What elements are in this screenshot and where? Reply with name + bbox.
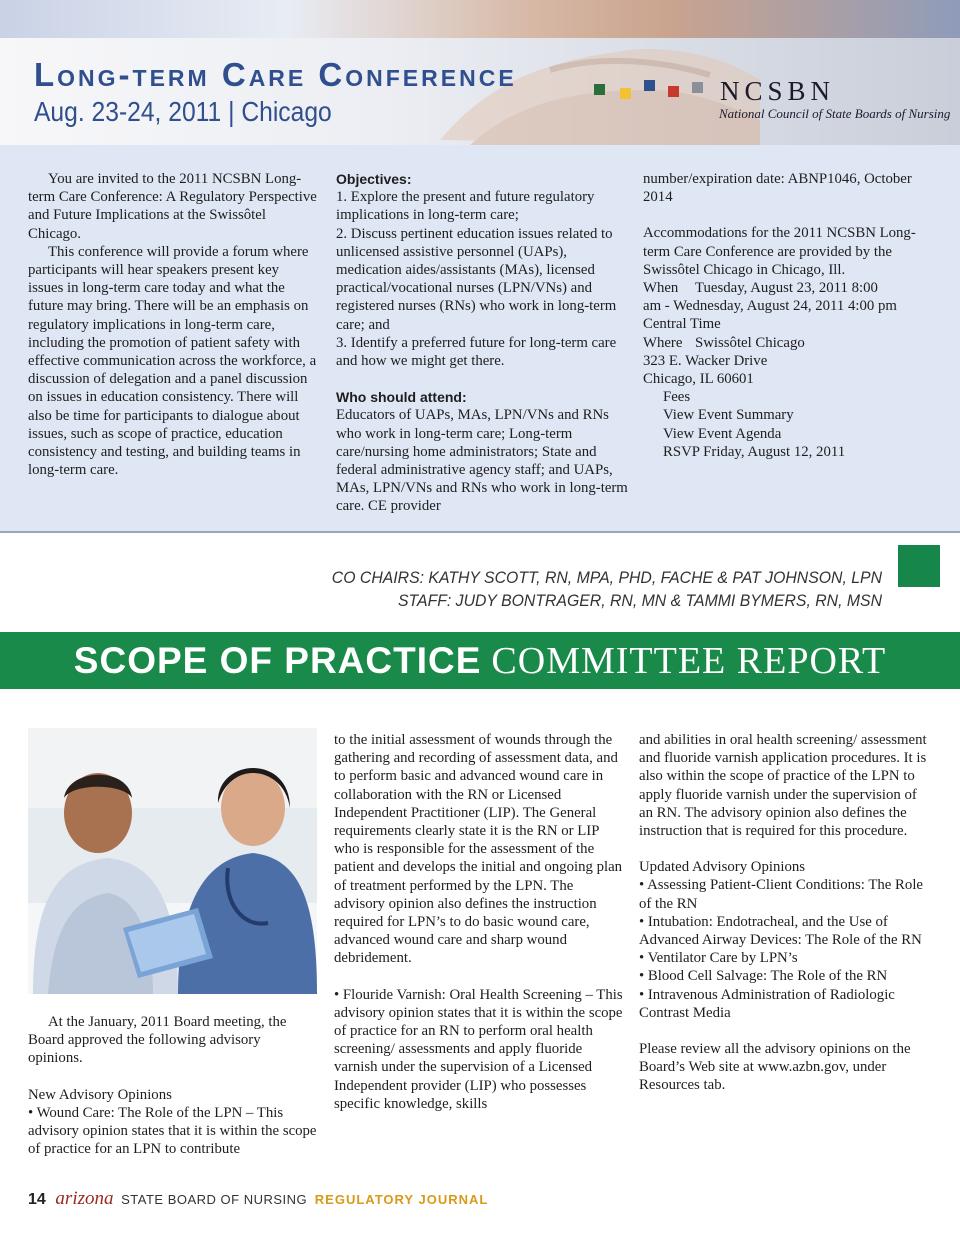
logo-square [644, 80, 655, 91]
report-column-2 [334, 731, 624, 1113]
nurse-patient-photo [28, 728, 317, 994]
board-approval-text: At the January, 2011 Board meeting, the Board approved the following advisory opinions. [28, 1014, 287, 1067]
committee-title-bold: SCOPE OF PRACTICE [73, 639, 482, 681]
logo-square [620, 88, 631, 99]
wound-care-continued: to the initial assessment of wounds through the gathering and recording of assessment data, and to perform basic and advanced wound care in collaboration with the RN or Licensed Independent Practitioner (LIP). The General requirements clearly state it is the RN or LIP who is responsible for the assessment of the patient and develops the initial and ongoing plan of treatment performed by the LPN. The advisory opinion also defines the instruction required for LPN’s to do basic wound care, advanced wound care and sharp wound debridement. [334, 732, 623, 967]
where-value: Swissôtel Chicago [695, 334, 805, 351]
updated-opinion-item: • Ventilator Care by LPN’s [639, 950, 798, 967]
when-label: When [643, 280, 679, 297]
page-number: 14 [28, 1191, 46, 1208]
staff-line: STAFF: JUDY BONTRAGER, RN, MN & TAMMI BYMERS, RN, MSN [398, 591, 882, 610]
conference-banner [0, 0, 960, 145]
fluoride-varnish-continued: and abilities in oral health screening/ assessment and fluoride varnish application procedures. It is also within the scope of practice of the LPN to apply fluoride varnish under the supervision of an RN. The advisory opinion also defines the instruction that is required for this procedure. [639, 732, 927, 840]
when-line [643, 279, 935, 297]
objective-item: 3. Identify a preferred future for long-term care and how we might get there. [336, 334, 617, 370]
section-divider [0, 531, 960, 533]
forum-paragraph: This conference will provide a forum where participants will hear speakers present key issues in long-term care today and what the future may bring. There will be an emphasis on regulatory implications in long-term care, including the promotion of patient safety with effective communication across the workforce, a discussion of delegation and a panel discussion on issues in education consistency. There will also be time for participants to dialogue about issues, such as scope of practice, education consistency and testing, and building teams in long-term care. [28, 243, 317, 479]
attend-heading: Who should attend: [336, 389, 467, 406]
report-column-1 [28, 1013, 318, 1158]
fluoride-varnish-opinion: • Flouride Varnish: Oral Health Screening – This advisory opinion states that it is within the scope of practice for an RN to perform oral health screening/ assessments and apply fluoride varnish under the supervision of a Licensed Independent provider (LIP) who possesses specific knowledge, skills [334, 986, 623, 1112]
logo-square [692, 82, 703, 93]
footer-board-name: STATE BOARD OF NURSING [121, 1192, 308, 1207]
when-continued: am - Wednesday, August 24, 2011 4:00 pm Central Time [643, 298, 897, 333]
updated-opinion-item: • Intubation: Endotracheal, and the Use of Advanced Airway Devices: The Role of the RN [639, 913, 922, 949]
ncsbn-logo-text: NCSBN [720, 76, 836, 106]
objectives-heading: Objectives: [336, 171, 412, 187]
conference-date: Aug. 23-24, 2011 | Chicago [34, 96, 332, 127]
conference-section [0, 145, 960, 531]
updated-opinion-item: • Assessing Patient-Client Conditions: The Role of the RN [639, 877, 923, 912]
ncsbn-full-name: National Council of State Boards of Nursing [719, 106, 951, 121]
logo-square [668, 86, 679, 97]
when-value: Tuesday, August 23, 2011 8:00 [695, 280, 878, 297]
event-agenda-link[interactable]: View Event Agenda [663, 425, 782, 442]
accommodations-text: Accommodations for the 2011 NCSBN Long-term Care Conference are provided by the Swissôtel Chicago in Chicago, Ill. [643, 225, 916, 278]
green-accent-square [898, 545, 940, 587]
conference-column-1 [28, 170, 318, 479]
attend-text: Educators of UAPs, MAs, LPN/VNs and RNs who work in long-term care; Long-term care/nursing home administrators; State and federal administrative agency staff; and UAPs, MAs, LPN/VNs and RNs who work in long-term care. CE provider [336, 407, 628, 515]
updated-opinion-item: • Intravenous Administration of Radiologic Contrast Media [639, 986, 895, 1021]
fees-link[interactable]: Fees [663, 389, 691, 406]
wound-care-opinion: • Wound Care: The Role of the LPN – This advisory opinion states that it is within the scope of practice for an LPN to contribute [28, 1104, 317, 1158]
objective-item: 2. Discuss pertinent education issues related to unlicensed assistive personnel (UAPs), medication aides/assistants (MAs), licensed practical/vocational nurses (LPN/VNs) and registered nurses (RNs) who work in long-term care; and [336, 225, 617, 333]
updated-opinions-heading: Updated Advisory Opinions [639, 859, 806, 876]
conference-title: Long-term Care Conference [34, 56, 517, 93]
address-line-1: 323 E. Wacker Drive [643, 352, 768, 369]
committee-title-light: COMMITTEE REPORT [491, 639, 887, 682]
updated-opinion-item: • Blood Cell Salvage: The Role of the RN [639, 968, 888, 985]
address-line-2: Chicago, IL 60601 [643, 371, 754, 388]
closing-note: Please review all the advisory opinions on the Board’s Web site at www.azbn.gov, under Resources tab. [639, 1041, 911, 1094]
invitation-paragraph: You are invited to the 2011 NCSBN Long-term Care Conference: A Regulatory Perspective and Future Implications at the Swissôtel Chicago. [28, 171, 317, 242]
committee-title-band [0, 632, 960, 689]
where-line [643, 334, 935, 352]
conference-column-3 [643, 170, 935, 461]
footer-journal-name: REGULATORY JOURNAL [314, 1192, 489, 1207]
new-opinions-heading: New Advisory Opinions [28, 1086, 172, 1103]
footer-brand: arizona [55, 1188, 114, 1209]
ncsbn-logo-squares [594, 80, 704, 100]
rsvp-link[interactable]: RSVP Friday, August 12, 2011 [663, 443, 846, 460]
report-column-3 [639, 731, 932, 1095]
where-label: Where [643, 334, 683, 351]
committee-members [231, 566, 882, 612]
page-footer [28, 1188, 488, 1210]
co-chairs-line: CO CHAIRS: KATHY SCOTT, RN, MPA, PHD, FACHE & PAT JOHNSON, LPN [331, 568, 882, 587]
objective-item: 1. Explore the present and future regulatory implications in long-term care; [336, 189, 595, 224]
ce-provider-number: number/expiration date: ABNP1046, October 2014 [643, 171, 912, 206]
logo-square [594, 84, 605, 95]
conference-column-2 [336, 170, 628, 516]
event-summary-link[interactable]: View Event Summary [663, 407, 794, 424]
